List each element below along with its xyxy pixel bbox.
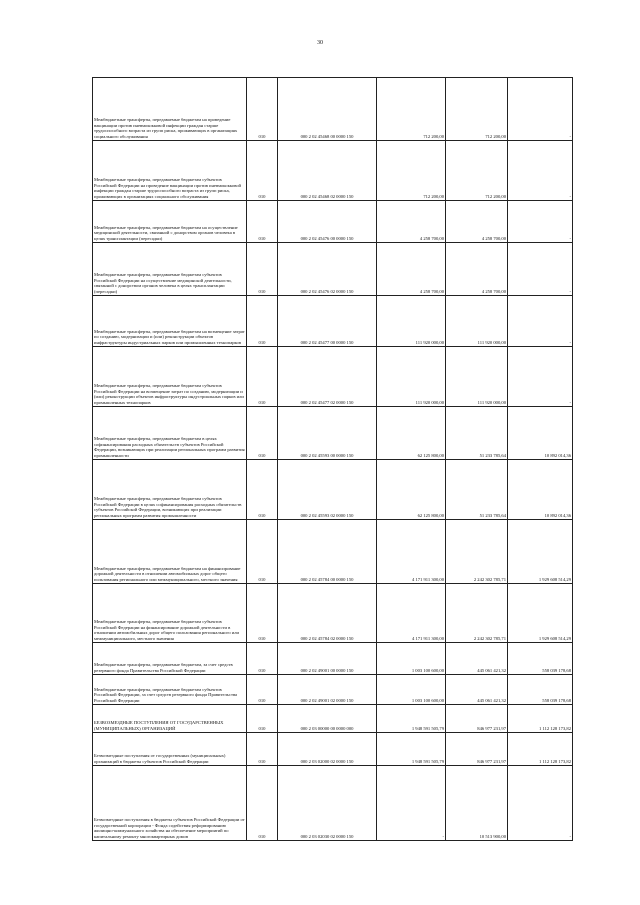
row-remainder-cell: 1 929 608 514,29 [508,520,573,584]
row-name-cell: Межбюджетные трансферты, передаваемые бюджетам субъектов Российской Федерации на финансирование дорожной деятельности в отношении автомобильных дорог общего пользования регионального или межмуниципального, местного значения [93,584,247,643]
row-code-cell: 010 [247,460,278,520]
table-row [93,584,573,643]
page-number: 30 [317,40,323,46]
row-approved-cell: - [377,766,446,841]
row-approved-cell: 62 125 800,00 [377,460,446,520]
row-approved-cell: 4 171 911 300,00 [377,520,446,584]
table-row [93,520,573,584]
row-name-cell: Межбюджетные трансферты, передаваемые бюджетам субъектов Российской Федерации на осуществление медицинской деятельности, связанной с донорством органов человека в целях трансплантации (пересадки) [93,243,247,296]
row-name-cell: Межбюджетные трансферты, передаваемые бюджетам субъектов Российской Федерации на проведение вакцинации против пневмококковой инфекции граждан старше трудоспособного возраста из групп риска, проживающих в организациях социального обслуживания [93,141,247,201]
row-approved-cell: 1 003 100 600,00 [377,643,446,675]
row-code-cell: 010 [247,296,278,347]
row-classification-cell: 000 2 03 02000 02 0000 150 [278,733,377,766]
row-remainder-cell: - [508,78,573,141]
row-classification-cell: 000 2 02 45477 00 0000 150 [278,296,377,347]
table-row [93,705,573,733]
row-code-cell: 010 [247,733,278,766]
row-classification-cell: 000 2 03 00000 00 0000 000 [278,705,377,733]
row-code-cell: 010 [247,584,278,643]
row-executed-cell: 846 977 231,97 [446,705,508,733]
row-executed-cell: 712 200,00 [446,78,508,141]
row-executed-cell: 445 061 421,32 [446,675,508,705]
row-approved-cell: 1 003 100 600,00 [377,675,446,705]
row-name-cell: Межбюджетные трансферты, передаваемые бюджетам на финансирование дорожной деятельности в отношении автомобильных дорог общего пользования регионального или межмуниципального, местного значения [93,520,247,584]
row-executed-cell: 111 920 000,00 [446,296,508,347]
table-row [93,733,573,766]
row-approved-cell: 111 920 000,00 [377,296,446,347]
row-remainder-cell: 10 892 014,36 [508,407,573,460]
table-row [93,78,573,141]
row-executed-cell: 4 258 700,00 [446,201,508,243]
row-remainder-cell: - [508,347,573,407]
row-remainder-cell: - [508,766,573,841]
row-code-cell: 010 [247,141,278,201]
row-name-cell: Межбюджетные трансферты, передаваемые бюджетам на возмещение затрат по созданию, модернизации и (или) реконструкции объектов инфраструктуры индустриальных парков или промышленных технопарков [93,296,247,347]
table-row [93,201,573,243]
budget-table-body [93,78,573,841]
row-code-cell: 010 [247,675,278,705]
table-row [93,296,573,347]
row-remainder-cell: - [508,243,573,296]
row-name-cell: БЕЗВОЗМЕЗДНЫЕ ПОСТУПЛЕНИЯ ОТ ГОСУДАРСТВЕННЫХ (МУНИЦИПАЛЬНЫХ) ОРГАНИЗАЦИЙ [93,705,247,733]
row-code-cell: 010 [247,643,278,675]
row-classification-cell: 000 2 02 45593 00 0000 150 [278,407,377,460]
row-classification-cell: 000 2 02 49001 02 0000 150 [278,675,377,705]
table-row [93,675,573,705]
row-executed-cell: 846 977 231,97 [446,733,508,766]
budget-table [92,77,573,841]
row-remainder-cell: 1 929 608 514,29 [508,584,573,643]
row-approved-cell: 712 200,00 [377,78,446,141]
row-approved-cell: 1 948 591 505,79 [377,733,446,766]
table-row [93,347,573,407]
row-name-cell: Межбюджетные трансферты, передаваемые бюджетам субъектов Российской Федерации, за счет средств резервного фонда Правительства Российской Федерации [93,675,247,705]
row-code-cell: 010 [247,78,278,141]
row-classification-cell: 000 2 02 45593 02 0000 150 [278,460,377,520]
row-code-cell: 010 [247,243,278,296]
row-executed-cell: 445 061 421,32 [446,643,508,675]
row-name-cell: Безвозмездные поступления от государственных (муниципальных) организаций в бюджеты субъектов Российской Федерации [93,733,247,766]
row-remainder-cell: 558 039 178,68 [508,643,573,675]
row-remainder-cell: 1 112 128 173,82 [508,733,573,766]
row-remainder-cell: - [508,296,573,347]
row-classification-cell: 000 2 02 45476 00 0000 150 [278,201,377,243]
row-remainder-cell: - [508,201,573,243]
row-remainder-cell: 1 112 128 173,82 [508,705,573,733]
row-classification-cell: 000 2 02 49001 00 0000 150 [278,643,377,675]
row-name-cell: Межбюджетные трансферты, передаваемые бюджетам на осуществление медицинской деятельности, связанной с донорством органов человека в целях трансплантации (пересадки) [93,201,247,243]
row-remainder-cell: - [508,141,573,201]
row-executed-cell: 51 233 785,64 [446,460,508,520]
row-approved-cell: 4 171 911 300,00 [377,584,446,643]
row-approved-cell: 1 948 591 505,79 [377,705,446,733]
table-row [93,407,573,460]
row-approved-cell: 4 258 700,00 [377,201,446,243]
row-executed-cell: 51 233 785,64 [446,407,508,460]
row-classification-cell: 000 2 02 45784 02 0000 150 [278,584,377,643]
table-row [93,766,573,841]
row-name-cell: Межбюджетные трансферты, передаваемые бюджетам, за счет средств резервного фонда Правительства Российской Федерации [93,643,247,675]
row-name-cell: Межбюджетные трансферты, передаваемые бюджетам субъектов Российской Федерации на возмещение затрат по созданию, модернизации и (или) реконструкции объектов инфраструктуры индустриальных парков или промышленных технопарков [93,347,247,407]
table-row [93,141,573,201]
row-name-cell: Межбюджетные трансферты, передаваемые бюджетам в целях софинансирования расходных обязательств субъектов Российской Федерации, возникающих при реализации региональных программ развития промышленности [93,407,247,460]
row-approved-cell: 4 258 700,00 [377,243,446,296]
row-code-cell: 010 [247,347,278,407]
table-row [93,643,573,675]
row-classification-cell: 000 2 02 45784 00 0000 150 [278,520,377,584]
row-code-cell: 010 [247,766,278,841]
row-classification-cell: 000 2 02 45477 02 0000 150 [278,347,377,407]
row-executed-cell: 111 920 000,00 [446,347,508,407]
row-classification-cell: 000 2 02 45468 02 0000 150 [278,141,377,201]
row-name-cell: Межбюджетные трансферты, передаваемые бюджетам на проведение вакцинации против пневмококковой инфекции граждан старше трудоспособного возраста из групп риска, проживающих в организациях социального обслуживания [93,78,247,141]
row-name-cell: Межбюджетные трансферты, передаваемые бюджетам субъектов Российской Федерации в целях софинансирования расходных обязательств субъектов Российской Федерации, возникающих при реализации региональных программ развития промышленности [93,460,247,520]
row-name-cell: Безвозмездные поступления в бюджеты субъектов Российской Федерации от государственной корпорации - Фонда содействия реформированию жилищно-коммунального хозяйства на обеспечение мероприятий по капитальному ремонту многоквартирных домов [93,766,247,841]
row-code-cell: 010 [247,520,278,584]
row-executed-cell: 2 242 302 785,71 [446,584,508,643]
row-approved-cell: 62 125 800,00 [377,407,446,460]
row-approved-cell: 712 200,00 [377,141,446,201]
row-approved-cell: 111 920 000,00 [377,347,446,407]
row-remainder-cell: 10 892 014,36 [508,460,573,520]
row-classification-cell: 000 2 02 45476 02 0000 150 [278,243,377,296]
row-executed-cell: 4 258 700,00 [446,243,508,296]
table-row [93,243,573,296]
row-executed-cell: 712 200,00 [446,141,508,201]
row-executed-cell: 10 513 900,00 [446,766,508,841]
row-classification-cell: 000 2 03 02030 02 0000 150 [278,766,377,841]
row-classification-cell: 000 2 02 45468 00 0000 150 [278,78,377,141]
table-row [93,460,573,520]
row-code-cell: 010 [247,201,278,243]
row-executed-cell: 2 242 302 785,71 [446,520,508,584]
row-code-cell: 010 [247,407,278,460]
row-code-cell: 010 [247,705,278,733]
row-remainder-cell: 558 039 178,68 [508,675,573,705]
